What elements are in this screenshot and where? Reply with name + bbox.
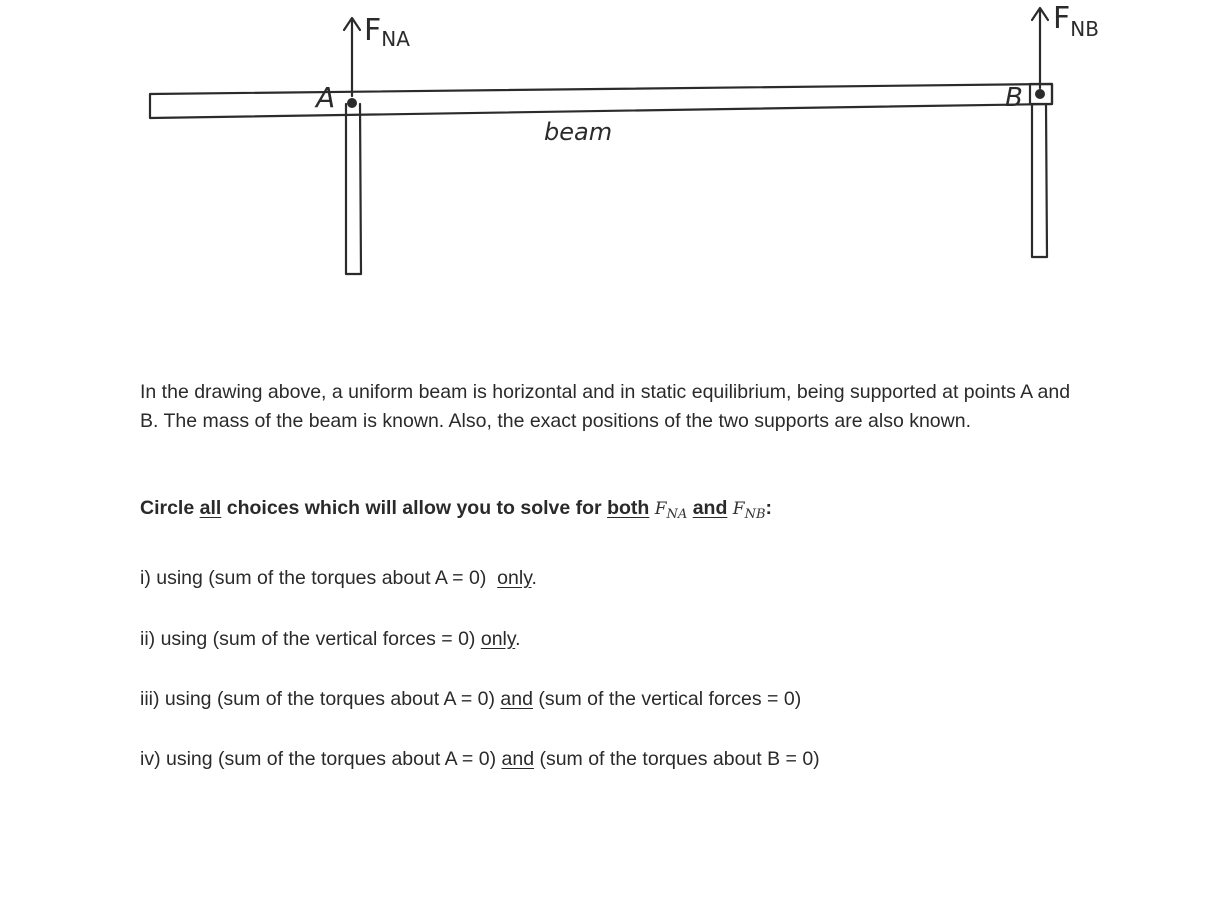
beam bbox=[150, 84, 1052, 118]
choice-text: iv) using (sum of the torques about A = 0) bbox=[140, 748, 502, 770]
choice-iv[interactable] bbox=[140, 748, 820, 771]
choice-emph: and bbox=[501, 748, 535, 770]
force-arrow-a bbox=[344, 18, 360, 96]
prompt-and: and bbox=[692, 497, 728, 519]
choice-tail: (sum of the torques about B = 0) bbox=[534, 748, 820, 770]
beam-label: beam bbox=[544, 118, 613, 146]
var-fna: $F_{NA}$ bbox=[654, 499, 688, 522]
prompt-both: both bbox=[607, 497, 650, 519]
point-b-label: B bbox=[1005, 83, 1023, 113]
support-a bbox=[346, 104, 361, 274]
choice-emph: only bbox=[497, 567, 532, 589]
var-fnb: $F_{NB}$ bbox=[732, 499, 766, 522]
choice-emph: and bbox=[500, 688, 533, 710]
force-b-label: $F_{NB}$ bbox=[1053, 1, 1099, 41]
pivot-a-dot bbox=[347, 98, 357, 108]
beam-diagram bbox=[0, 0, 1215, 330]
choice-i[interactable] bbox=[140, 567, 537, 590]
pivot-b-dot bbox=[1035, 89, 1045, 99]
question-prompt bbox=[140, 497, 772, 520]
choice-iii[interactable] bbox=[140, 688, 801, 711]
prompt-all: all bbox=[199, 497, 222, 519]
force-a-label: $F_{NA}$ bbox=[364, 13, 410, 51]
choice-text: i) using (sum of the torques about A = 0) bbox=[140, 567, 498, 589]
choice-ii[interactable] bbox=[140, 628, 521, 651]
choice-tail: . bbox=[531, 567, 537, 589]
choice-text: iii) using (sum of the torques about A = 0) bbox=[140, 688, 501, 710]
choice-emph: only bbox=[480, 628, 516, 650]
point-a-label: A bbox=[316, 81, 336, 114]
description-block bbox=[140, 378, 1080, 436]
prompt-part1: Circle bbox=[140, 497, 200, 519]
description-text: In the drawing above, a uniform beam is horizontal and in static equilibrium, being supported at points A and B. The mass of the beam is known. Also, the exact positions of the two supports are also known. bbox=[140, 381, 1071, 432]
force-arrow-b bbox=[1032, 8, 1048, 88]
prompt-colon: : bbox=[765, 497, 773, 519]
choice-text: ii) using (sum of the vertical forces = 0) bbox=[140, 628, 481, 650]
prompt-part2: choices which will allow you to solve for bbox=[221, 497, 608, 519]
support-b bbox=[1032, 104, 1047, 257]
choice-tail: (sum of the vertical forces = 0) bbox=[532, 688, 802, 710]
choice-tail: . bbox=[515, 628, 521, 650]
